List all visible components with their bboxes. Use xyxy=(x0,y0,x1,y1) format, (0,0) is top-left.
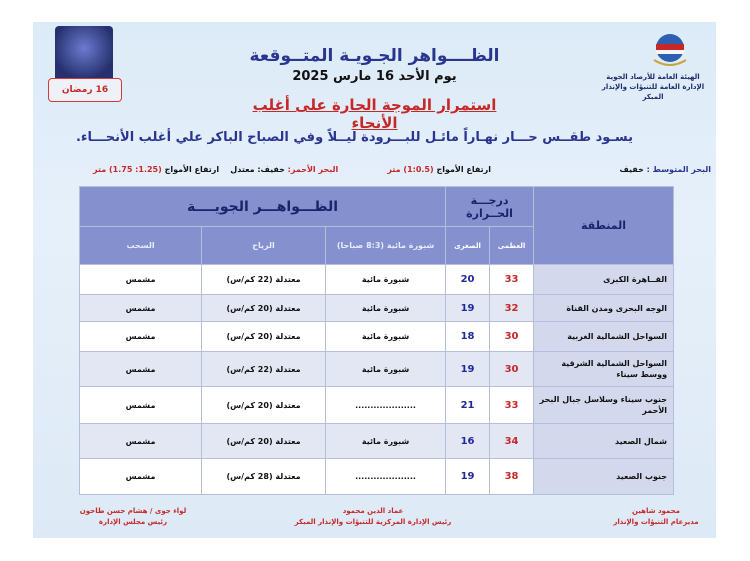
meteorology-authority-logo xyxy=(648,30,692,70)
forecast-table xyxy=(79,186,674,495)
phenomena-header: الظـــواهـــر الجويــــة xyxy=(80,187,446,227)
min-header: الصغرى xyxy=(446,227,490,265)
table-row: السواحل الشمالية الغربية 30 18 شبورة مائية معتدلة (20 كم/س) مشمس xyxy=(80,322,674,352)
forecast-date: يوم الأحد 16 مارس 2025 xyxy=(292,69,457,84)
red-sea-state: البحر الأحمر: خفيف: معتدل ارتفاع الأمواج (1.25: 1.75) متر xyxy=(93,165,339,174)
table-row: القــاهرة الكبرى 33 20 شبورة مائية معتدلة (22 كم/س) مشمس xyxy=(80,265,674,295)
table-row: السواحل الشمالية الشرقية ووسط سيناء 30 19 شبورة مائية معتدلة (22 كم/س) مشمس xyxy=(80,352,674,387)
signature-chairman: لواء جوى / هشام حسن طاحون رئيس مجلس الإدارة xyxy=(79,507,187,526)
max-header: العظمى xyxy=(490,227,534,265)
ramadan-lantern-icon xyxy=(55,26,113,82)
med-sea-state: البحر المتوسط : خفيف xyxy=(619,165,711,174)
hijri-date-badge: 16 رمضان xyxy=(48,78,122,102)
signature-director: محمود شاهين مديرعام التنبؤات والإنذار xyxy=(613,507,699,526)
forecast-sheet xyxy=(33,22,716,538)
wind-header: الرياح xyxy=(202,227,326,265)
region-header: المنطقة xyxy=(534,187,674,265)
clouds-header: السحب xyxy=(80,227,202,265)
org-name: الهيئة العامة للأرصاد الجوية الإدارة العامة للتنبؤات والإنذار المبكر xyxy=(601,73,705,101)
table-row: شمال الصعيد 34 16 شبورة مائية معتدلة (20 كم/س) مشمس xyxy=(80,424,674,459)
table-row: الوجه البحرى ومدن القناة 32 19 شبورة مائية معتدلة (20 كم/س) مشمس xyxy=(80,295,674,322)
table-row: جنوب سيناء وسلاسل جبال البحر الأحمر 33 21 .................... معتدلة (20 كم/س) مشمس xyxy=(80,387,674,424)
weather-summary: يسـود طقــس حـــار نهـاراً مائـل للبـــرودة ليــلاً وفي الصباح الباكر علي أغلب الأنحـــاء. xyxy=(75,130,634,145)
page-title: الظــــواهر الجـويـة المتــوقعة xyxy=(249,46,500,66)
med-wave-height: ارتفاع الأمواج (1:0.5) متر xyxy=(387,165,491,174)
signature-central-admin: عماد الدين محمود رئيس الإدارة المركزية للتنبؤات والإنذار المبكر xyxy=(294,507,452,526)
temp-header: درجـــة الحــرارة xyxy=(446,187,534,227)
fog-header: شبورة مائية (8:3 صباحا) xyxy=(326,227,446,265)
table-row: جنوب الصعيد 38 19 .................... معتدلة (28 كم/س) مشمس xyxy=(80,459,674,495)
headline: استمرار الموجة الحارة على أغلب الأنحاء xyxy=(252,96,497,132)
